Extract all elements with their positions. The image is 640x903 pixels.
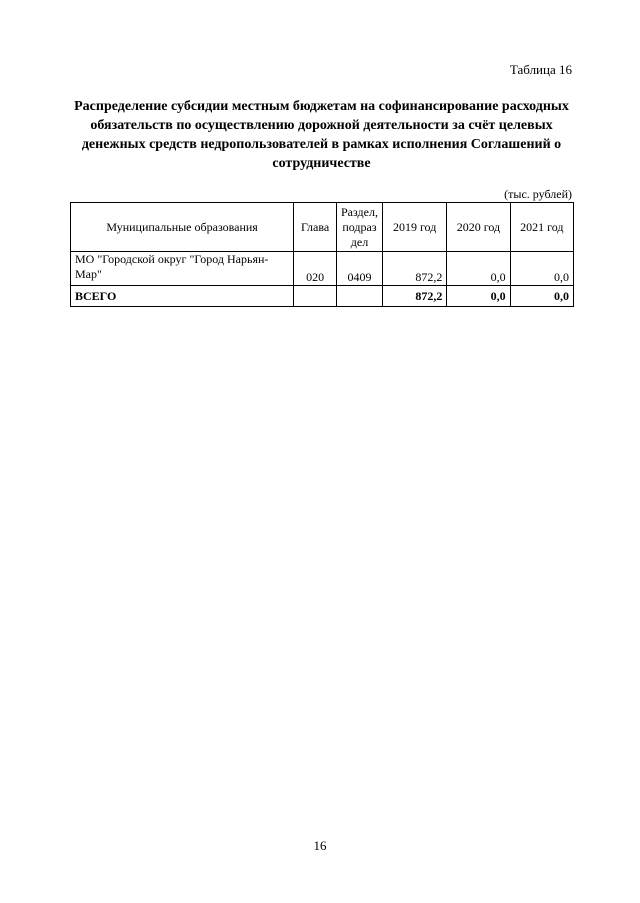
page-number: 16 bbox=[313, 838, 327, 853]
total-label: ВСЕГО bbox=[71, 286, 294, 307]
header-section bbox=[337, 203, 383, 252]
document-title bbox=[70, 97, 573, 173]
title-line: Распределение субсидии местным бюджетам на софинансирование расходных bbox=[74, 99, 569, 114]
subsidy-table bbox=[70, 202, 574, 307]
cell-2020: 0,0 bbox=[447, 252, 510, 286]
header-chapter: Глава bbox=[294, 203, 337, 252]
header-2020: 2020 год bbox=[447, 203, 510, 252]
total-section-empty bbox=[337, 286, 383, 307]
table-row bbox=[71, 252, 574, 286]
total-2020: 0,0 bbox=[447, 286, 510, 307]
header-section-line: подраз bbox=[342, 219, 377, 234]
cell-2021: 0,0 bbox=[510, 252, 573, 286]
cell-section: 0409 bbox=[337, 252, 383, 286]
title-line: сотрудничестве bbox=[272, 156, 371, 171]
title-line: обязательств по осуществлению дорожной деятельности за счёт целевых bbox=[90, 118, 553, 133]
units-label: (тыс. рублей) bbox=[504, 187, 572, 201]
cell-2019: 872,2 bbox=[382, 252, 446, 286]
table-total-row bbox=[71, 286, 574, 307]
title-line: денежных средств недропользователей в рамках исполнения Соглашений о bbox=[81, 137, 562, 152]
header-2019: 2019 год bbox=[382, 203, 446, 252]
header-section-line: Раздел, bbox=[341, 204, 378, 219]
header-2021: 2021 год bbox=[510, 203, 573, 252]
header-municipality: Муниципальные образования bbox=[71, 203, 294, 252]
total-chapter-empty bbox=[294, 286, 337, 307]
cell-municipality: МО "Городской округ "Город Нарьян-Мар" bbox=[71, 252, 294, 286]
cell-chapter: 020 bbox=[294, 252, 337, 286]
table-header-row bbox=[71, 203, 574, 252]
table-label: Таблица 16 bbox=[509, 62, 572, 77]
total-2019: 872,2 bbox=[382, 286, 446, 307]
total-2021: 0,0 bbox=[510, 286, 573, 307]
header-section-line: дел bbox=[350, 234, 369, 249]
